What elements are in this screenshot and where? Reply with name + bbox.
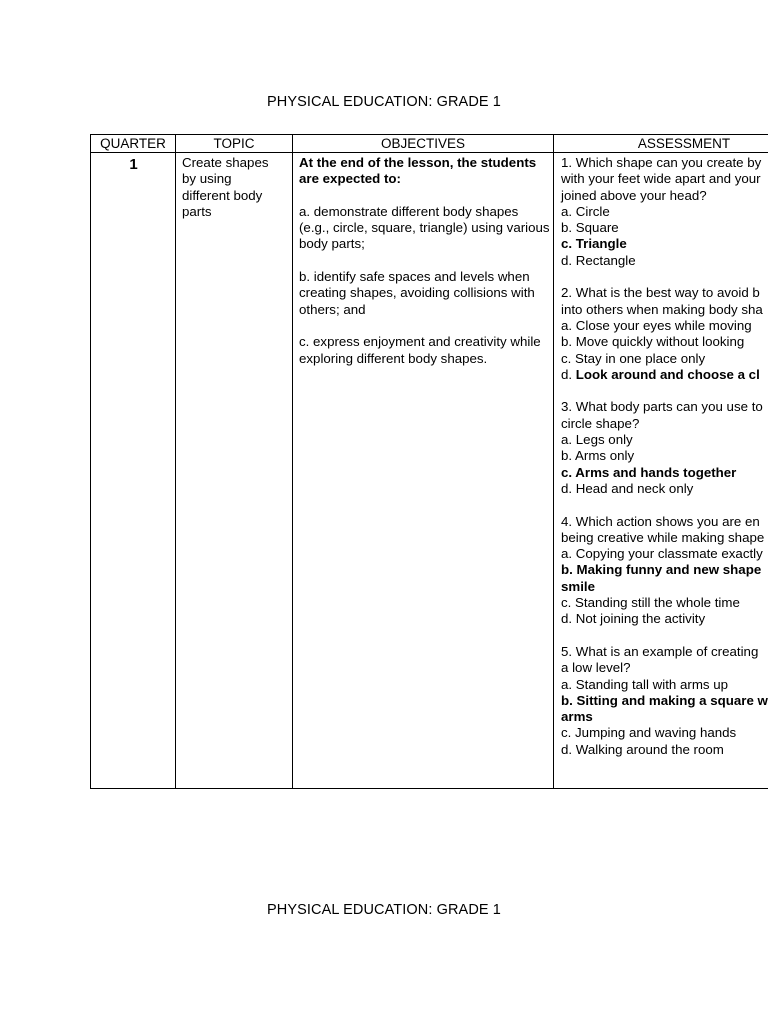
assessment-line: d. Look around and choose a cl: [561, 366, 760, 382]
lesson-table-wrapper: [90, 134, 768, 789]
table-row: [91, 153, 768, 789]
assessment-spacer: [561, 383, 768, 399]
assessment-line: c. Jumping and waving hands: [561, 725, 737, 741]
assessment-line: c. Stay in one place only: [561, 350, 706, 366]
assessment-line: a. Legs only: [561, 432, 633, 448]
page-title-repeat: PHYSICAL EDUCATION: GRADE 1: [267, 902, 501, 918]
assessment-line: c. Standing still the whole time: [561, 595, 740, 611]
assessment-line: a. Close your eyes while moving: [561, 317, 752, 333]
assessment-line: b. Square: [561, 220, 619, 236]
assessment-line: b. Sitting and making a square w: [561, 692, 768, 708]
topic-line: by using: [182, 171, 232, 187]
assessment-line: arms: [561, 709, 593, 725]
header-objectives: OBJECTIVES: [293, 135, 554, 153]
topic-line: Create shapes: [182, 155, 269, 170]
quarter-cell: [91, 153, 176, 789]
assessment-line: b. Move quickly without looking: [561, 334, 745, 350]
assessment-list: [561, 155, 768, 758]
quarter-number: 1: [129, 156, 138, 173]
topic-line: parts: [182, 203, 212, 219]
assessment-line: smile: [561, 578, 596, 594]
assessment-line: d. Rectangle: [561, 252, 636, 268]
header-topic: TOPIC: [176, 135, 293, 153]
assessment-line: b. Making funny and new shape: [561, 562, 762, 578]
table-header-row: [91, 135, 768, 153]
assessment-line: a. Copying your classmate exactly: [561, 546, 763, 562]
assessment-line: being creative while making shape: [561, 529, 765, 545]
assessment-line: d. Not joining the activity: [561, 611, 706, 627]
assessment-line: a. Standing tall with arms up: [561, 676, 729, 692]
assessment-spacer: [561, 269, 768, 285]
assessment-line: a low level?: [561, 660, 631, 676]
assessment-line: 2. What is the best way to avoid b: [561, 285, 760, 301]
assessment-line: d. Walking around the room: [561, 741, 724, 757]
assessment-spacer: [561, 628, 768, 644]
assessment-line: d. Head and neck only: [561, 480, 694, 496]
header-quarter: QUARTER: [91, 135, 176, 153]
assessment-line: joined above your head?: [561, 187, 707, 203]
topic-cell: [176, 153, 293, 789]
assessment-line: c. Triangle: [561, 236, 627, 252]
assessment-spacer: [561, 497, 768, 513]
assessment-line: with your feet wide apart and your: [561, 171, 761, 187]
assessment-line: 1. Which shape can you create by: [561, 155, 762, 170]
objectives-intro: At the end of the lesson, the students are expected to:: [299, 155, 537, 187]
lesson-table: [90, 134, 768, 789]
topic-line: different body: [182, 187, 263, 203]
assessment-line: c. Arms and hands together: [561, 464, 737, 480]
objective-item: a. demonstrate different body shapes (e.g., circle, square, triangle) using various body parts;: [299, 203, 550, 252]
assessment-line: 5. What is an example of creating: [561, 643, 759, 659]
assessment-line: 4. Which action shows you are en: [561, 513, 760, 529]
assessment-cell: [554, 153, 768, 789]
assessment-line: 3. What body parts can you use to: [561, 399, 763, 415]
objectives-cell: [293, 153, 554, 789]
objective-item: c. express enjoyment and creativity while exploring different body shapes.: [299, 334, 541, 366]
assessment-line: b. Arms only: [561, 448, 635, 464]
assessment-line: into others when making body sha: [561, 301, 763, 317]
assessment-line: a. Circle: [561, 203, 610, 219]
objective-item: b. identify safe spaces and levels when creating shapes, avoiding collisions with others; and: [299, 269, 535, 317]
assessment-line: circle shape?: [561, 415, 640, 431]
page-title: PHYSICAL EDUCATION: GRADE 1: [267, 94, 501, 110]
header-assessment: ASSESSMENT: [554, 135, 768, 153]
